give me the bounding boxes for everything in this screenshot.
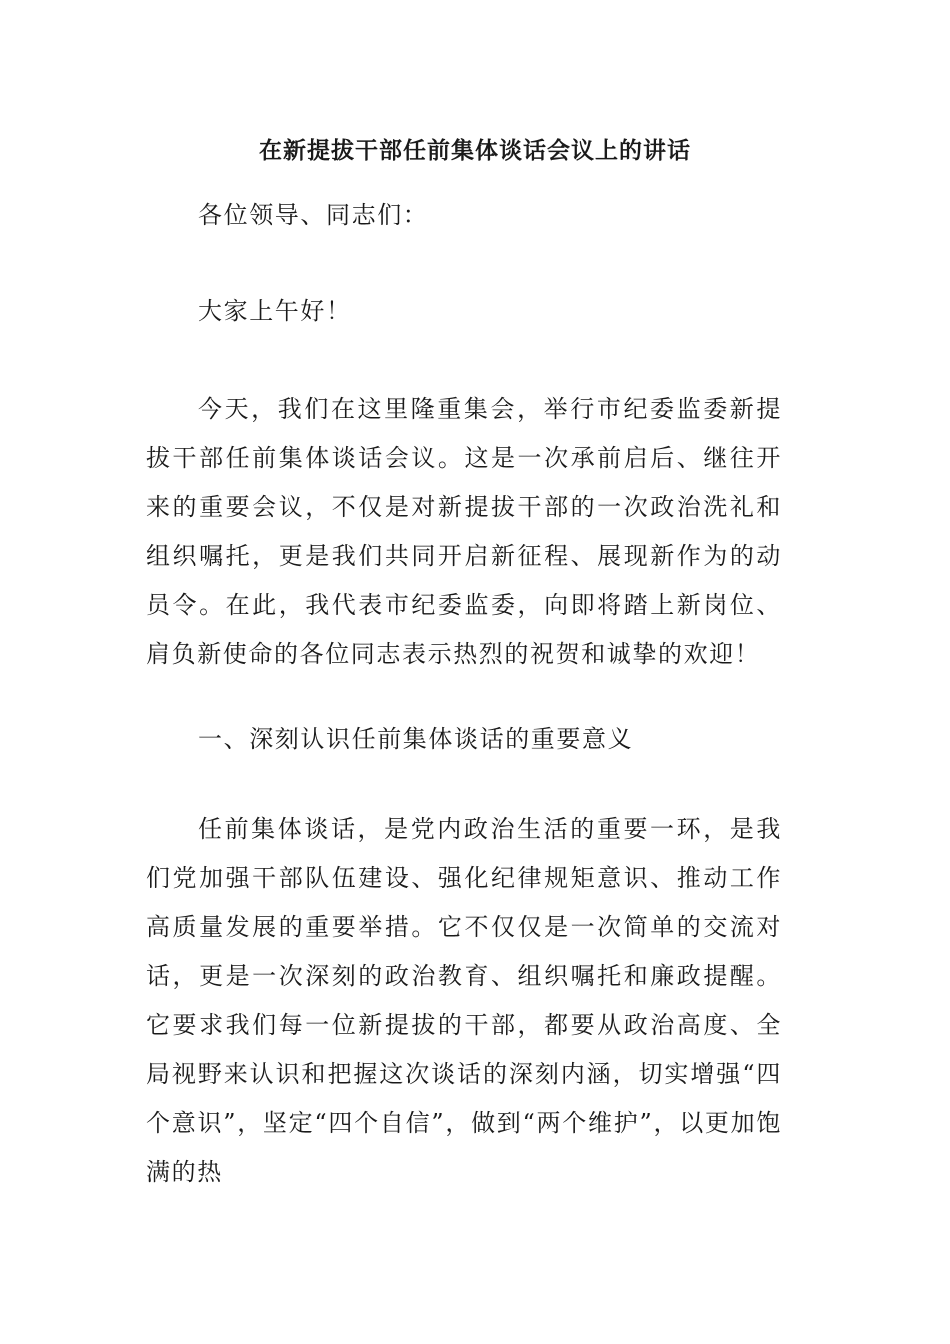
intro-paragraph: 今天，我们在这里隆重集会，举行市纪委监委新提拔干部任前集体谈话会议。这是一次承前启后、继往开来的重要会议，不仅是对新提拔干部的一次政治洗礼和组织嘱托，更是我们共同开启新征程、展现新作为的动员令。在此，我代表市纪委监委，向即将踏上新岗位、肩负新使命的各位同志表示热烈的祝贺和诚挚的欢迎！ <box>146 395 782 668</box>
salutation-paragraph: 各位领导、同志们： <box>198 201 429 229</box>
section-body-paragraph: 任前集体谈话，是党内政治生活的重要一环，是我们党加强干部队伍建设、强化纪律规矩意识、推动工作高质量发展的重要举措。它不仅仅是一次简单的交流对话，更是一次深刻的政治教育、组织嘱托和廉政提醒。它要求我们每一位新提拔的干部，都要从政治高度、全局视野来认识和把握这次谈话的深刻内涵，切实增强“四个意识”，坚定“四个自信”，做到“两个维护”，以更加饱满的热 <box>146 815 782 1186</box>
section-heading: 一、深刻认识任前集体谈话的重要意义 <box>198 725 634 753</box>
document-title: 在新提拔干部任前集体谈话会议上的讲话 <box>259 137 691 164</box>
greeting-paragraph: 大家上午好！ <box>198 297 352 325</box>
